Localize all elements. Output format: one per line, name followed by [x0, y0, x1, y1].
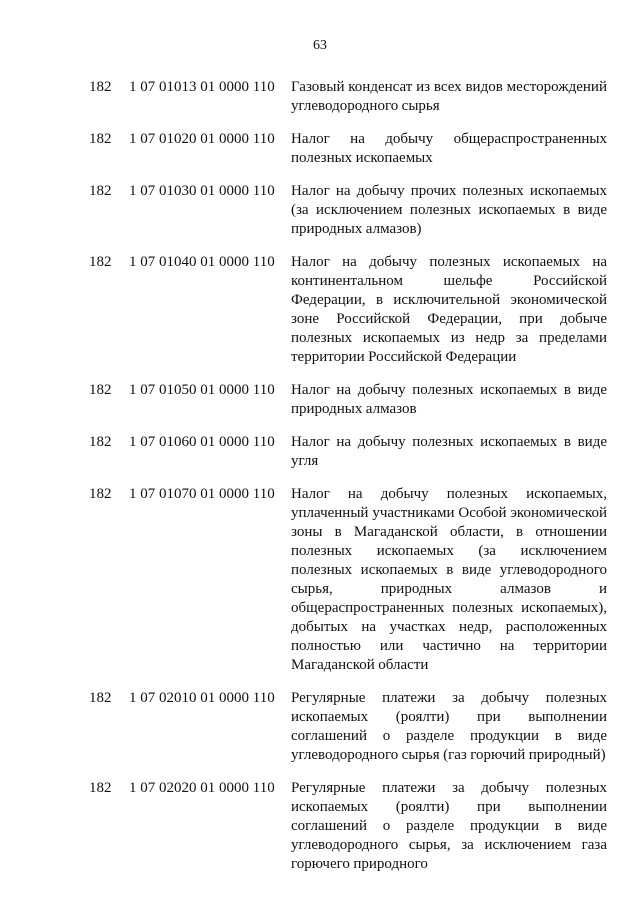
- budget-code: 1 07 02010 01 0000 110: [129, 690, 275, 706]
- table-row: [0, 433, 640, 471]
- revenue-description: Налог на добычу общераспространенных полезных ископаемых: [291, 131, 607, 166]
- admin-code: 182: [89, 79, 112, 95]
- page-number: 63: [313, 38, 327, 53]
- budget-code: 1 07 01020 01 0000 110: [129, 131, 275, 147]
- budget-code: 1 07 01030 01 0000 110: [129, 183, 275, 199]
- budget-code: 1 07 01070 01 0000 110: [129, 486, 275, 502]
- revenue-description: Налог на добычу полезных ископаемых на континентальном шельфе Российской Федерации, в исключительной экономической зоне Российской Федерации, при добыче полезных ископаемых из недр за пределами территории Российской Федерации: [291, 254, 607, 365]
- revenue-description: Налог на добычу прочих полезных ископаемых (за исключением полезных ископаемых в виде природных алмазов): [291, 183, 607, 237]
- budget-code: 1 07 01050 01 0000 110: [129, 382, 275, 398]
- table-row: [0, 130, 640, 168]
- admin-code: 182: [89, 780, 112, 796]
- revenue-description: Газовый конденсат из всех видов месторождений углеводородного сырья: [291, 79, 607, 114]
- table-row: [0, 689, 640, 765]
- admin-code: 182: [89, 690, 112, 706]
- budget-code: 1 07 01060 01 0000 110: [129, 434, 275, 450]
- budget-code: 1 07 01013 01 0000 110: [129, 79, 275, 95]
- admin-code: 182: [89, 486, 112, 502]
- budget-codes-table: [0, 78, 640, 888]
- revenue-description: Регулярные платежи за добычу полезных ископаемых (роялти) при выполнении соглашений о разделе продукции в виде углеводородного сырья (газ горючий природный): [291, 690, 607, 763]
- revenue-description: Налог на добычу полезных ископаемых в виде природных алмазов: [291, 382, 607, 417]
- revenue-description: Налог на добычу полезных ископаемых, уплаченный участниками Особой экономической зоны в Магаданской области, в отношении полезных ископаемых (за исключением полезных ископаемых в виде углеводородного сырья, природных алмазов и общераспространенных полезных ископаемых), добытых на участках недр, расположенных полностью или частично на территории Магаданской области: [291, 486, 607, 673]
- admin-code: 182: [89, 183, 112, 199]
- admin-code: 182: [89, 254, 112, 270]
- table-row: [0, 779, 640, 874]
- revenue-description: Налог на добычу полезных ископаемых в виде угля: [291, 434, 607, 469]
- table-row: [0, 182, 640, 239]
- budget-code: 1 07 02020 01 0000 110: [129, 780, 275, 796]
- admin-code: 182: [89, 382, 112, 398]
- table-row: [0, 381, 640, 419]
- admin-code: 182: [89, 131, 112, 147]
- table-row: [0, 253, 640, 367]
- revenue-description: Регулярные платежи за добычу полезных ископаемых (роялти) при выполнении соглашений о разделе продукции в виде углеводородного сырья, за исключением газа горючего природного: [291, 780, 607, 872]
- table-row: [0, 78, 640, 116]
- admin-code: 182: [89, 434, 112, 450]
- table-row: [0, 485, 640, 675]
- budget-code: 1 07 01040 01 0000 110: [129, 254, 275, 270]
